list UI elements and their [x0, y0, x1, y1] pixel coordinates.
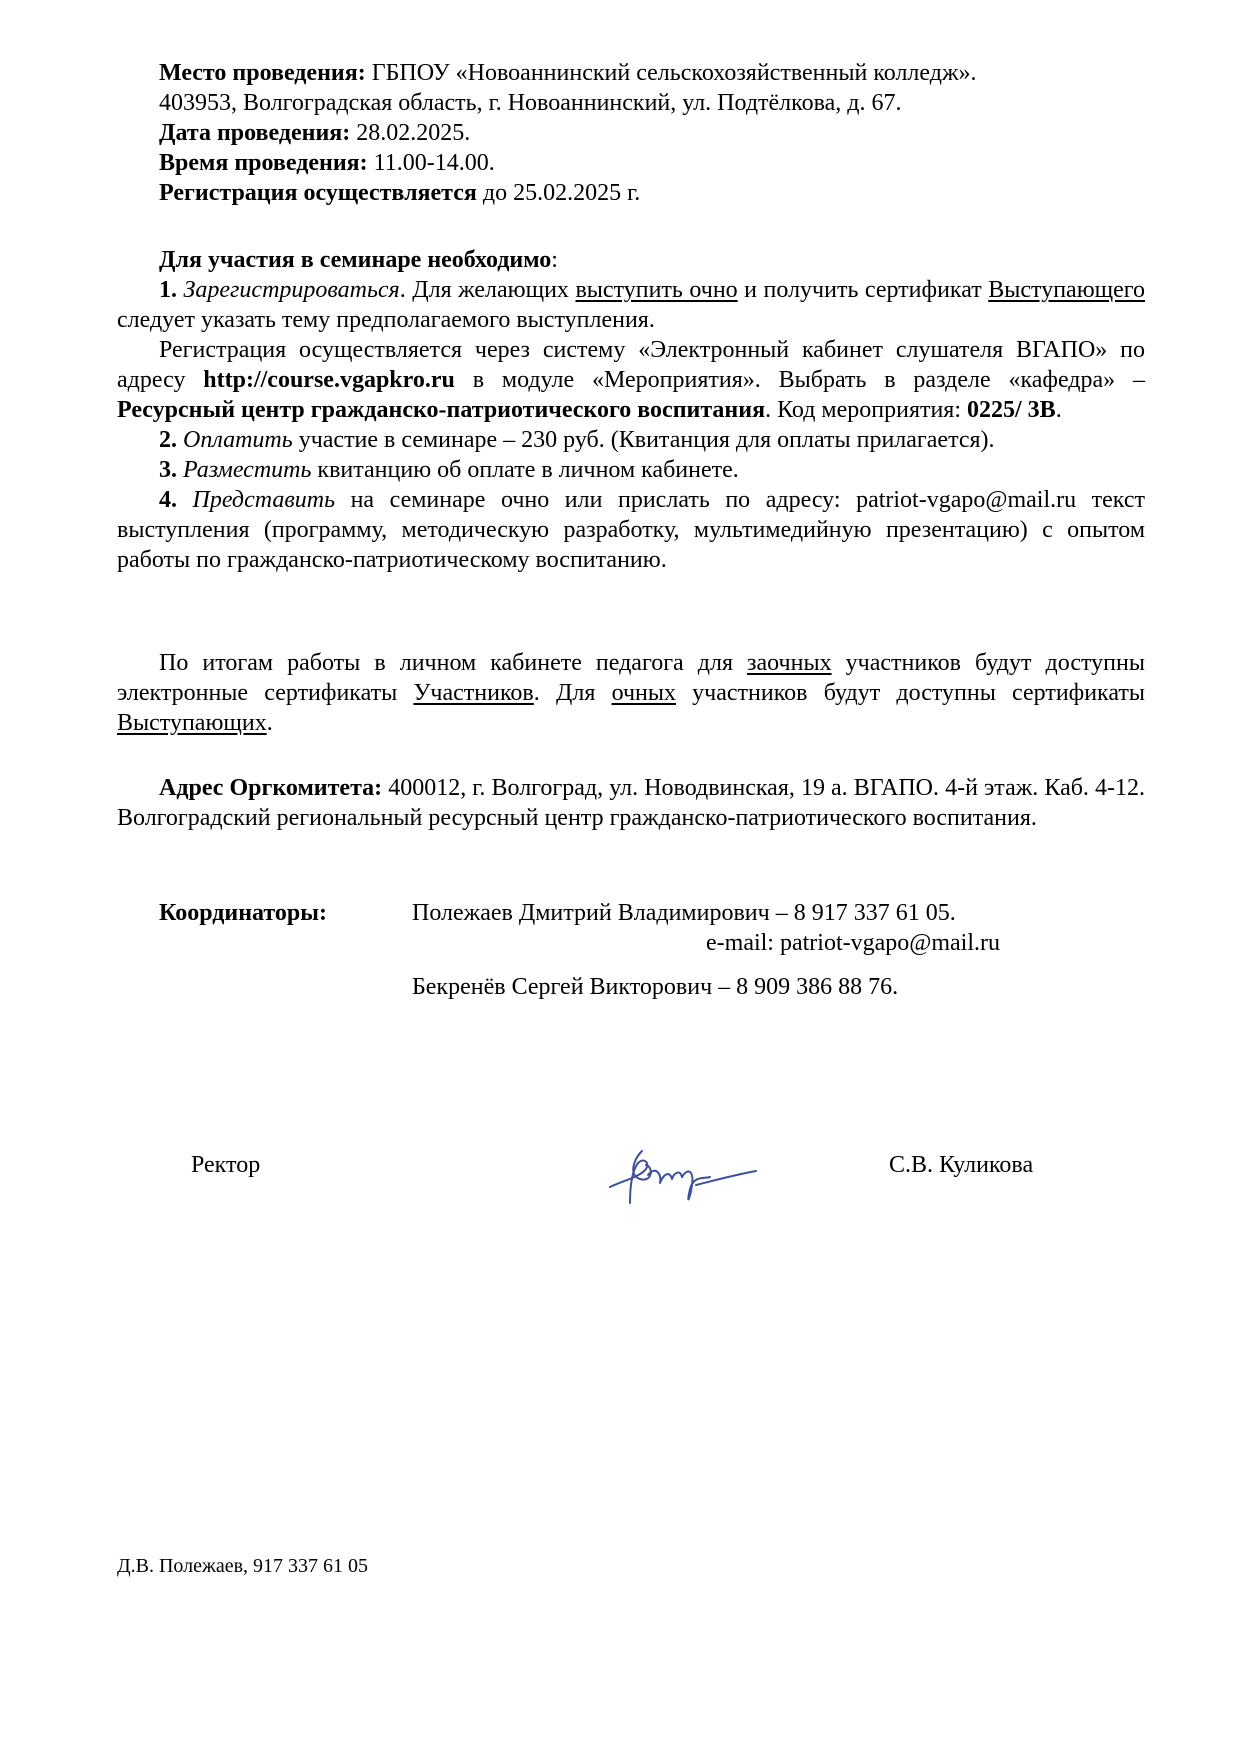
date-line: [117, 118, 1145, 148]
step-1: 1. Зарегистрироваться. Для желающих выступить очно и получить сертификат Выступающего следует указать тему предполагаемого выступления.: [117, 277, 1146, 333]
orgcommittee-paragraph: Адрес Оргкомитета: 400012, г. Волгоград, ул. Новодвинская, 19 а. ВГАПО. 4-й этаж. Каб. 4-12. Волгоградский региональный ресурсный центр гражданско-патриотического воспитания.: [117, 775, 1145, 831]
date-label: Дата проведения:: [159, 120, 351, 146]
step-2: 2. Оплатить участие в семинаре – 230 руб. (Квитанция для оплаты прилагается).: [159, 427, 995, 453]
time-line: [117, 148, 1145, 178]
venue-text: ГБПОУ «Новоаннинский сельскохозяйственный колледж».: [365, 60, 977, 86]
registration-details: Регистрация осуществляется через систему «Электронный кабинет слушателя ВГАПО» по адресу http://course.vgapkro.ru в модуле «Мероприятия». Выбрать в разделе «кафедра» – Ресурсный центр гражданско-патриотического воспитания. Код мероприятия: 0225/ 3В.: [117, 337, 1146, 423]
results-section: [117, 648, 1145, 738]
registration-label: Регистрация осуществляется: [159, 180, 477, 206]
registration-line: [117, 178, 1145, 208]
resource-center: Ресурсный центр гражданско-патриотического воспитания: [117, 397, 766, 423]
step-1-verb: Зарегистрироваться: [183, 277, 400, 303]
speak-in-person: выступить очно: [575, 277, 738, 303]
venue-line: [117, 58, 1145, 88]
speaker-cert: Выступающего: [988, 277, 1146, 303]
date-value: 28.02.2025.: [350, 120, 471, 146]
requirements-heading: Для участия в семинаре необходимо:: [159, 247, 558, 273]
requirements-section: [117, 245, 1145, 575]
coordinator-1: Полежаев Дмитрий Владимирович – 8 917 337 61 05.: [412, 900, 956, 926]
venue-address: 403953, Волгоградская область, г. Новоаннинский, ул. Подтёлкова, д. 67.: [159, 90, 902, 116]
results-paragraph: По итогам работы в личном кабинете педагога для заочных участников будут доступны электронные сертификаты Участников. Для очных участников будут доступны сертификаты Выступающих.: [117, 650, 1145, 736]
footer-contact: Д.В. Полежаев, 917 337 61 05: [117, 1555, 369, 1577]
coordinator-2: Бекренёв Сергей Викторович – 8 909 386 88 76.: [412, 974, 899, 1000]
step-4: 4. Представить на семинаре очно или прислать по адресу: patriot-vgapo@mail.ru текст выступления (программу, методическую разработку, мультимедийную презентацию) с опытом работы по гражданско-патриотическому воспитанию.: [117, 487, 1145, 573]
step-3: 3. Разместить квитанцию об оплате в личном кабинете.: [159, 457, 739, 483]
orgcommittee-section: [117, 773, 1145, 833]
step-1-num: 1.: [159, 277, 177, 303]
signer-position: Ректор: [191, 1152, 261, 1178]
coordinators-label: Координаторы:: [159, 900, 327, 926]
venue-label: Место проведения:: [159, 60, 366, 86]
event-info: [117, 58, 1145, 208]
event-code: 0225/ 3В: [967, 397, 1056, 423]
course-url: http://course.vgapkro.ru: [203, 367, 455, 393]
time-value: 11.00-14.00.: [367, 150, 495, 176]
registration-value: до 25.02.2025 г.: [476, 180, 641, 206]
coordinator-email: e-mail: patriot-vgapo@mail.ru: [706, 930, 1001, 956]
signer-name: С.В. Куликова: [889, 1152, 1034, 1178]
time-label: Время проведения:: [159, 150, 368, 176]
signature-icon: [600, 1145, 765, 1213]
orgcommittee-label: Адрес Оргкомитета:: [159, 775, 383, 801]
